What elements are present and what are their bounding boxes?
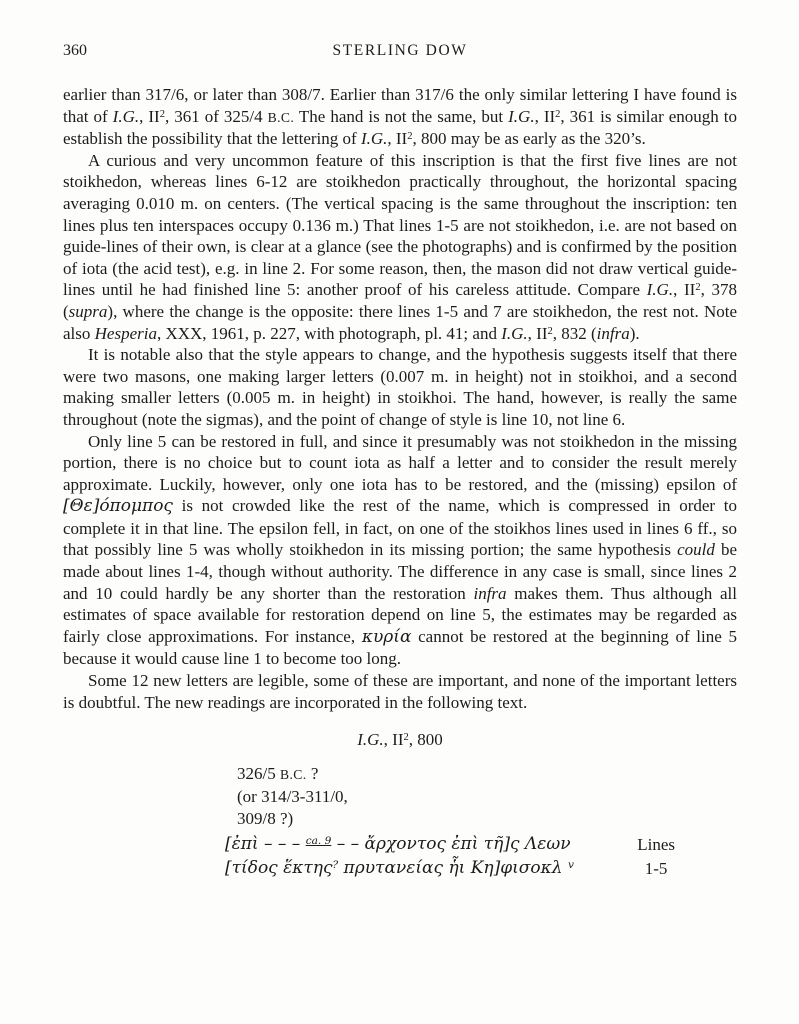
running-head: STERLING DOW bbox=[332, 42, 468, 59]
paragraph-5: Some 12 new letters are legible, some of these are important, and none of the important letters is doubtful. The new readings are incorporated in the following text. bbox=[63, 671, 737, 712]
inscription-text-row bbox=[63, 833, 737, 880]
paragraph-1: earlier than 317/6, or later than 308/7. Earlier than 317/6 the only similar lettering I have found is that of I.G., $II^2$, 361 of 325/4 B.C. The hand is not the same, but I.G., $II^2$, 361 is similar enough to establish the possibility that the lettering of I.G., $II^2$, 800 may be as early as the 320’s. bbox=[63, 85, 738, 149]
lines-label: Lines bbox=[637, 835, 675, 855]
page-number: 360 bbox=[63, 42, 87, 59]
date-line-2: (or 314/3-311/0, bbox=[237, 787, 348, 807]
greek-line-1: [ἐπὶ – – – $^{ca. 9}$ – – ἄρχοντος ἐπὶ τῆ]ς Λεων bbox=[225, 834, 571, 855]
lines-range: 1-5 bbox=[644, 858, 668, 878]
lines-reference-column bbox=[637, 833, 675, 880]
body-text bbox=[63, 84, 737, 713]
greek-line-2: [τίδος ἕκτης? πρυτανείας ἧι Κη]φισοκλ $^v$ bbox=[225, 857, 574, 878]
paragraph-2: A curious and very uncommon feature of this inscription is that the first five lines are not stoikhedon, whereas lines 6-12 are stoikhedon practically throughout, the horizontal spacing averaging 0.010 m. on centers. (The vertical spacing is the same throughout the inscription: ten lines plus ten interspaces occupy 0.136 m.) That lines 1-5 are not stoikhedon, i.e. are not based on guide-lines of their own, is clear at a glance (see the photographs) and is confirmed by the position of iota (the acid test), e.g. in line 2. For some reason, then, the mason did not draw vertical guide-lines until he had finished line 5: another proof of his careless attitude. Compare I.G., $II^2$, 378 (supra), where the change is the opposite: there lines 1-5 and 7 are stoikhedon, the rest not. Note also Hesperia, XXX, 1961, p. 227, with photograph, pl. 41; and I.G., $II^2$, 832 (infra). bbox=[63, 150, 737, 343]
inscription-date-block bbox=[237, 763, 737, 830]
inscription-heading: I.G., $II^2$, 800 bbox=[357, 730, 443, 750]
page-header bbox=[63, 42, 737, 62]
date-line-1: 326/5 B.C. ? bbox=[237, 764, 319, 784]
paragraph-4: Only line 5 can be restored in full, and since it presumably was not stoikhedon in the missing portion, there is no choice but to count iota as half a letter and to consider the result merely approximate. Luckily, however, only one iota has to be restored, and the (missing) epsilon of [Θε]όπομπος is not crowded like the rest of the name, which is compressed in order to complete it in that line. The epsilon fell, in fact, on one of the stoikhos lines used in lines 6 ff., so that possibly line 5 was wholly stoikhedon in its missing portion; the same hypothesis could be made about lines 1-4, though without authority. The difference in any case is small, since lines 2 and 10 could hardly be any shorter than the restoration infra makes them. Thus although all estimates of space available for restoration depend on line 5, the estimates may be regarded as fairly close approximations. For instance, κυρία cannot be restored at the beginning of line 5 because it would cause line 1 to become too long. bbox=[63, 431, 737, 669]
greek-text-block bbox=[225, 833, 574, 880]
date-line-3: 309/8 ?) bbox=[237, 809, 294, 829]
paragraph-3: It is notable also that the style appears to change, and the hypothesis suggests itself that there were two masons, one making larger letters (0.007 m. in height) not in stoikhoi, and a second making smaller letters (0.005 m. in height) in stoikhoi. The hand, however, is really the same throughout (note the sigmas), and the point of change of style is line 10, not line 6. bbox=[63, 345, 737, 429]
